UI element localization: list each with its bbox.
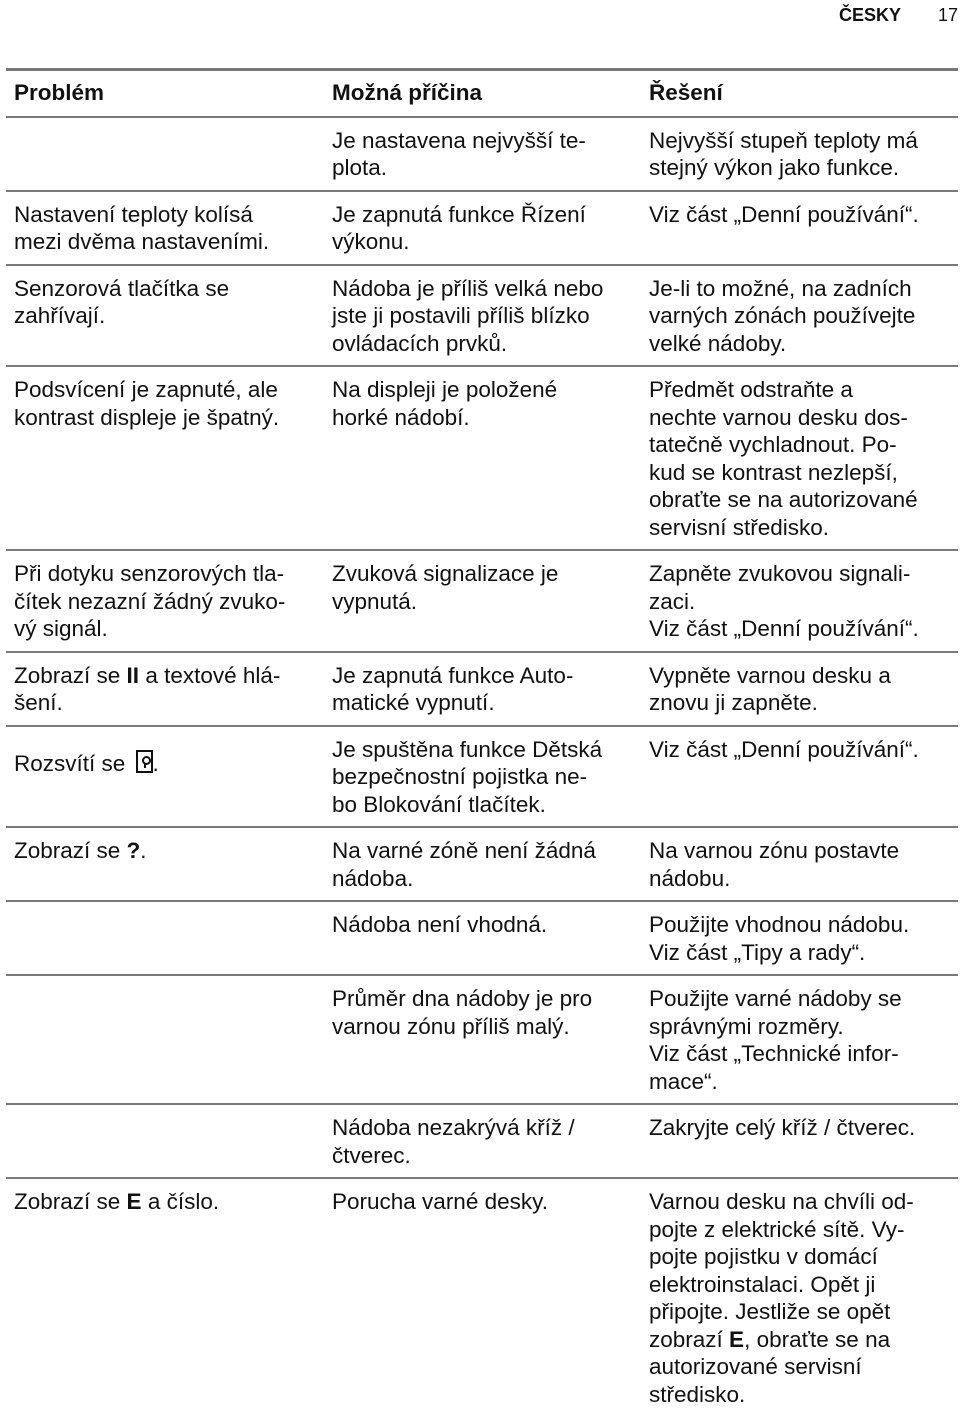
solution-cell: Použijte varné nádoby se správnými rozměry. Viz část „Technické infor- mace“. [649,986,902,1094]
solution-cell: Zapněte zvukovou signali- zaci. Viz část „Denní používání“. [649,561,919,641]
problem-text-pre: Zobrazí se [14,838,127,863]
problem-text-pre: Rozsvítí se [14,750,132,776]
display-symbol-error: E [126,1189,142,1214]
problem-text-pre: Zobrazí se [14,662,127,688]
language-label: ČESKY [838,5,901,25]
problem-cell: Nastavení teploty kolísá mezi dvěma nastaveními. [14,201,270,254]
problem-cell: Při dotyku senzorových tla- čítek nezazní žádný zvuko- vý signál. [14,561,286,641]
problem-cell [6,127,324,182]
solution-cell: Viz část „Denní používání“. [649,201,919,227]
lock-icon [136,750,153,773]
column-header-cause: Možná příčina [332,80,483,105]
table-row [6,367,958,551]
cause-cell: Na displeji je položené horké nádobí. [332,377,558,430]
problem-text-post: . [152,750,159,776]
cause-cell: Porucha varné desky. [332,1189,548,1214]
table-row [6,828,958,902]
table-row [6,1179,958,1416]
table-row [6,1105,958,1179]
table-header-row [6,71,958,118]
solution-cell: Na varnou zónu postavte nádobu. [649,838,900,891]
table-row [6,551,958,653]
problem-cell [6,911,324,966]
column-header-solution: Řešení [649,80,723,105]
display-symbol-pause: II [126,662,140,688]
solution-cell: Předmět odstraňte a nechte varnou desku dos- tatečně vychladnout. Po- kud se kontrast nezlepší, obraťte se na autorizované servisní středisko. [649,377,918,540]
cause-cell: Je zapnutá funkce Řízení výkonu. [332,201,586,254]
solution-text-pre: Varnou desku na chvíli od- pojte z elektrické sítě. Vy- pojte pojistku v domácí elektroinstalaci. Opět ji připojte. Jestliže se opět zobrazí [649,1189,914,1352]
problem-cell [6,736,324,819]
cause-cell: Je nastavena nejvyšší te- plota. [332,127,586,180]
page-header [0,4,960,26]
problem-cell [6,985,324,1095]
solution-cell: Nejvyšší stupeň teploty má stejný výkon jako funkce. [649,127,918,180]
cause-cell: Na varné zóně není žádná nádoba. [332,838,596,891]
solution-cell: Zakryjte celý kříž / čtverec. [649,1115,916,1140]
page-number: 17 [937,5,958,25]
cause-cell: Nádoba není vhodná. [332,912,548,937]
table-row [6,976,958,1105]
solution-cell: Je-li to možné, na zadních varných zónách používejte velké nádoby. [649,275,916,356]
cause-cell: Průměr dna nádoby je pro varnou zónu příliš malý. [332,986,593,1039]
problem-cell [6,837,324,892]
cause-cell: Zvuková signalizace je vypnutá. [332,561,559,614]
solution-cell: Použijte vhodnou nádobu. Viz část „Tipy a rady“. [649,912,910,965]
solution-text-post: , obraťte se na autorizované servisní středisko. [649,1326,891,1407]
table-row [6,727,958,829]
solution-cell: Vypněte varnou desku a znovu ji zapněte. [649,662,891,715]
display-symbol-error: E [729,1326,745,1352]
problem-cell: Senzorová tlačítka se zahřívají. [14,275,230,328]
cause-cell: Nádoba je příliš velká nebo jste ji postavili příliš blízko ovládacích prvků. [332,275,604,356]
solution-cell [642,1188,958,1408]
problem-text-post: a textové hlá- šení. [14,662,281,715]
column-header-problem: Problém [14,80,105,105]
table-row [6,192,958,266]
problem-cell: Podsvícení je zapnuté, ale kontrast displeje je špatný. [14,377,280,430]
problem-cell [6,1188,324,1408]
solution-cell: Viz část „Denní používání“. [649,736,919,762]
cause-cell: Je zapnutá funkce Auto- matické vypnutí. [332,662,574,715]
problem-text-post: a číslo. [141,1189,220,1214]
table-row [6,902,958,976]
table-row [6,118,958,192]
troubleshooting-table [6,68,958,1416]
cause-cell: Je spuštěna funkce Dětská bezpečnostní pojistka ne- bo Blokování tlačítek. [332,736,603,817]
table-row [6,266,958,368]
problem-text-pre: Zobrazí se [14,1189,127,1214]
table-row [6,653,958,727]
cause-cell: Nádoba nezakrývá kříž / čtverec. [332,1115,575,1168]
problem-cell [6,1114,324,1169]
problem-cell [6,662,324,717]
problem-text-post: . [140,838,147,863]
display-symbol-question: ? [126,838,141,863]
